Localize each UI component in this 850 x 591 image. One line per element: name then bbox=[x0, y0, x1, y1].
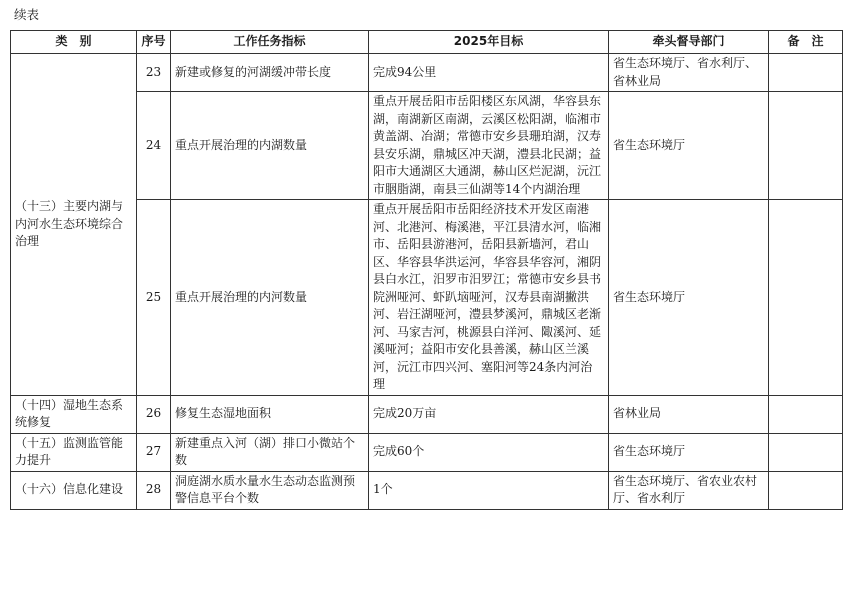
indicator-cell: 重点开展治理的内湖数量 bbox=[171, 92, 369, 200]
target-cell: 重点开展岳阳市岳阳经济技术开发区南港河、北港河、梅溪港，平江县清水河，临湘市、岳阳县游港河，岳阳县新墙河，君山区、华容县华洪运河，华容县华容河，湘阴县白水江，汨罗市汨罗江；常德市安乡县书院洲哑河、虾趴垴哑河，汉寿县南湖撇洪河、岩汪湖哑河，澧县梦溪河，鼎城区老渐河、马家吉河，桃源县白洋河、陬溪河、延溪哑河；益阳市安化县善溪，赫山区兰溪河，沅江市四兴河、塞阳河等24条内河治理 bbox=[369, 200, 609, 396]
table-row bbox=[11, 471, 843, 509]
dept-cell: 省生态环境厅、省水利厅、省林业局 bbox=[609, 54, 769, 92]
table-caption: 续表 bbox=[14, 7, 40, 22]
header-target: 2025年目标 bbox=[369, 31, 609, 54]
indicator-cell: 洞庭湖水质水量水生态动态监测预警信息平台个数 bbox=[171, 471, 369, 509]
dept-cell: 省生态环境厅、省农业农村厅、省水利厅 bbox=[609, 471, 769, 509]
seq-cell: 26 bbox=[137, 395, 171, 433]
seq-cell: 25 bbox=[137, 200, 171, 396]
note-cell bbox=[769, 395, 843, 433]
table-row bbox=[11, 395, 843, 433]
header-row bbox=[11, 31, 843, 54]
indicator-cell: 重点开展治理的内河数量 bbox=[171, 200, 369, 396]
indicator-cell: 新建重点入河（湖）排口小微站个数 bbox=[171, 433, 369, 471]
dept-cell: 省生态环境厅 bbox=[609, 200, 769, 396]
target-cell: 完成20万亩 bbox=[369, 395, 609, 433]
task-table bbox=[10, 30, 843, 510]
dept-cell: 省林业局 bbox=[609, 395, 769, 433]
category-cell: （十四）湿地生态系统修复 bbox=[11, 395, 137, 433]
seq-cell: 24 bbox=[137, 92, 171, 200]
header-category: 类 别 bbox=[11, 31, 137, 54]
note-cell bbox=[769, 54, 843, 92]
header-indicator: 工作任务指标 bbox=[171, 31, 369, 54]
dept-cell: 省生态环境厅 bbox=[609, 433, 769, 471]
seq-cell: 27 bbox=[137, 433, 171, 471]
header-seq: 序号 bbox=[137, 31, 171, 54]
note-cell bbox=[769, 433, 843, 471]
header-dept: 牵头督导部门 bbox=[609, 31, 769, 54]
indicator-cell: 新建或修复的河湖缓冲带长度 bbox=[171, 54, 369, 92]
table-row bbox=[11, 54, 843, 92]
category-cell: （十六）信息化建设 bbox=[11, 471, 137, 509]
indicator-cell: 修复生态湿地面积 bbox=[171, 395, 369, 433]
dept-cell: 省生态环境厅 bbox=[609, 92, 769, 200]
note-cell bbox=[769, 471, 843, 509]
target-cell: 完成94公里 bbox=[369, 54, 609, 92]
target-cell: 1个 bbox=[369, 471, 609, 509]
note-cell bbox=[769, 200, 843, 396]
category-cell: （十三）主要内湖与内河水生态环境综合治理 bbox=[11, 54, 137, 396]
target-cell: 重点开展岳阳市岳阳楼区东风湖，华容县东湖，南湖新区南湖，云溪区松阳湖，临湘市黄盖湖、冶湖；常德市安乡县珊珀湖，汉寿县安乐湖，鼎城区冲天湖，澧县北民湖；益阳市大通湖区大通湖，赫山区烂泥湖，沅江市胭脂湖，南县三仙湖等14个内湖治理 bbox=[369, 92, 609, 200]
table-row bbox=[11, 433, 843, 471]
category-cell: （十五）监测监管能力提升 bbox=[11, 433, 137, 471]
seq-cell: 28 bbox=[137, 471, 171, 509]
header-note: 备 注 bbox=[769, 31, 843, 54]
target-cell: 完成60个 bbox=[369, 433, 609, 471]
note-cell bbox=[769, 92, 843, 200]
seq-cell: 23 bbox=[137, 54, 171, 92]
